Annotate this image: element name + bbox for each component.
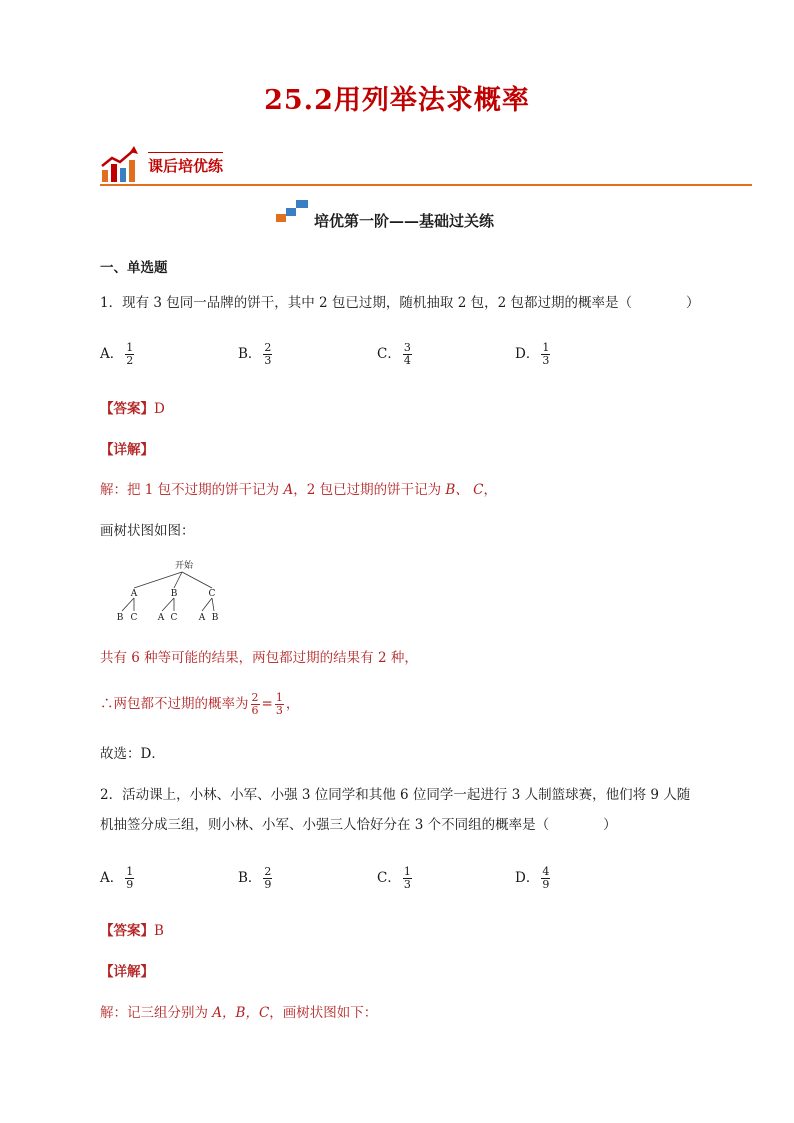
banner-divider	[100, 184, 752, 186]
tree-leaf: C	[130, 613, 138, 623]
answer-value: B	[154, 923, 164, 939]
q1-choose: 故选：D．	[100, 746, 165, 762]
question-2-stem-line2: 机抽签分成三组，则小林、小军、小强三人恰好分在 3 个不同组的概率是（ ）	[100, 817, 617, 833]
tree-node: A	[130, 589, 138, 599]
q1-choice-b: B． $\frac{2}{3}$	[238, 341, 272, 367]
q1-detail-tag: 【详解】	[100, 442, 154, 458]
answer-value: D	[154, 401, 165, 417]
q2-detail-tag: 【详解】	[100, 964, 154, 980]
q2-answer	[100, 921, 500, 941]
q2-choice-d: D． $\frac{4}{9}$	[515, 865, 550, 891]
q1-choice-d: D． $\frac{1}{3}$	[515, 341, 550, 367]
steps-icon	[276, 198, 310, 224]
q1-choice-c: C． $\frac{3}{4}$	[377, 341, 411, 367]
page-title: 25.2用列举法求概率	[264, 85, 530, 116]
tree-leaf: A	[198, 613, 206, 623]
tree-leaf: C	[170, 613, 178, 623]
q1-solution-line1: 解：把 1 包不过期的饼干记为 A，2 包已过期的饼干记为 B、 C，	[100, 482, 497, 498]
question-2-stem-line1: 2．活动课上，小林、小军、小强 3 位同学和其他 6 位同学一起进行 3 人制篮球赛，他们将 9 人随	[100, 787, 691, 803]
section-heading: 一、单选题	[100, 260, 168, 276]
q2-choice-c: C． $\frac{1}{3}$	[377, 865, 411, 891]
tree-node: C	[208, 589, 216, 599]
banner-label: 课后培优练	[148, 152, 223, 176]
after-class-banner	[100, 144, 752, 188]
tree-node: B	[170, 589, 178, 599]
level-heading-row	[0, 200, 794, 234]
answer-tag: 【答案】	[100, 923, 154, 939]
q1-choice-a: A． $\frac{1}{2}$	[100, 341, 134, 367]
tree-root: 开始	[174, 561, 194, 571]
q1-probability-line: ∴两包都不过期的概率为 $\frac{2}{6}$ = $\frac{1}{3}$ ，	[100, 691, 300, 717]
question-1-stem: 1．现有 3 包同一品牌的饼干，其中 2 包已过期，随机抽取 2 包，2 包都过期的概率是（ ）	[100, 295, 700, 311]
q1-result-line: 共有 6 种等可能的结果，两包都过期的结果有 2 种，	[100, 650, 418, 666]
tree-leaf: B	[211, 613, 219, 623]
level-heading: 培优第一阶——基础过关练	[314, 212, 495, 230]
growth-chart-icon	[100, 146, 140, 184]
q2-choice-a: A． $\frac{1}{9}$	[100, 865, 134, 891]
q2-choice-b: B． $\frac{2}{9}$	[238, 865, 272, 891]
q1-tree-intro: 画树状图如图：	[100, 523, 195, 539]
tree-leaf: A	[157, 613, 165, 623]
q1-answer	[100, 399, 500, 419]
q2-solution-line: 解：记三组分别为 A，B，C，画树状图如下：	[100, 1005, 378, 1021]
answer-tag: 【答案】	[100, 401, 154, 417]
tree-leaf: B	[116, 613, 124, 623]
q1-tree-diagram	[106, 558, 246, 628]
